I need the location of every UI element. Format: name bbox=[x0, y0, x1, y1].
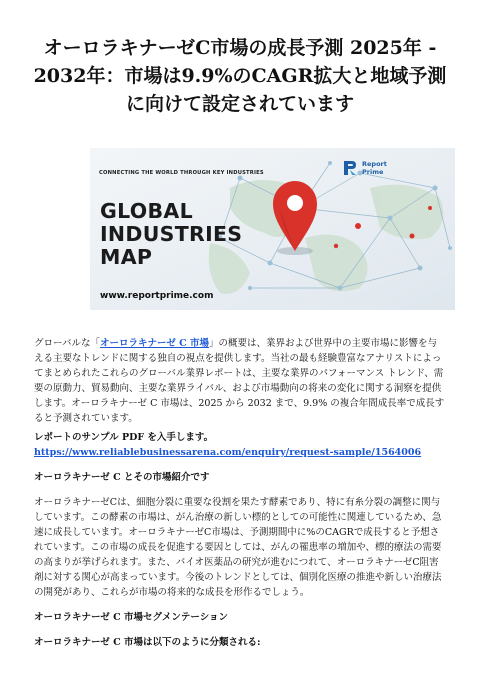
sample-request bbox=[34, 430, 446, 460]
sample-link[interactable]: https://www.reliablebusinessarena.com/enquiry/request-sample/1564006 bbox=[34, 447, 422, 458]
page-title: オーロラキナーゼC市場の成長予測 2025年 - 2032年：市場は9.9%のCAGR拡大と地域予測に向けて設定されています bbox=[33, 37, 447, 115]
banner-heading-line2: INDUSTRIES bbox=[100, 222, 243, 246]
logo-line1: Report bbox=[362, 160, 387, 168]
intro-suffix: 」の概要は、業界および世界中の主要市場に影響を与える主要なトレンドに関する独自の視点を提供します。当社の最も経験豊富なアナリストによってまとめられたこれらのグローバル業界レポートは、主要な業界のパフォーマンス トレンド、需要の原動力、貿易動向、主要な業界ライバル、および市場動向の将来の変化に関する洞察を提供します。オーロラキナーゼ C 市場は、2025 から 2032 まで、9.9% の複合年間成長率で成長すると予測されています。 bbox=[34, 338, 445, 424]
logo-line2: Prime bbox=[362, 168, 384, 176]
report-prime-logo-text bbox=[362, 160, 387, 176]
banner-heading-line3: MAP bbox=[100, 245, 153, 269]
section-heading-segmentation: オーロラキナーゼ C 市場セグメンテーション bbox=[34, 612, 229, 623]
intro-paragraph bbox=[34, 336, 446, 426]
market-link[interactable]: オーロラキナーゼ C 市場 bbox=[100, 338, 210, 349]
section-intro-paragraph: オーロラキナーゼCは、細胞分裂に重要な役割を果たす酵素であり、特に有糸分裂の調整に関与しています。この酵素の市場は、がん治療の新しい標的としての可能性に関連しているため、急速に成長しています。オーロラキナーゼC市場は、予測期間中に%のCAGRで成長すると予想されています。この市場の成長を促進する要因としては、がんの罹患率の増加や、標的療法の需要の高まりが挙げられます。また、バイオ医薬品の研究が進むにつれて、オーロラキナーゼC阻害剤に対する関心が高まっています。今後のトレンドとしては、個別化医療の推進や新しい治療法の開発があり、これらが市場の将来的な成長を形作るでしょう。 bbox=[34, 497, 442, 598]
article-body bbox=[34, 336, 446, 650]
banner-url: www.reportprime.com bbox=[100, 291, 214, 301]
banner-heading bbox=[100, 200, 242, 269]
banner-tagline: CONNECTING THE WORLD THROUGH KEY INDUSTRIES bbox=[99, 170, 264, 176]
report-prime-logo bbox=[342, 154, 400, 182]
segmentation-subheading: オーロラキナーゼ C 市場は以下のように分類される: bbox=[34, 637, 261, 648]
banner-image bbox=[90, 148, 455, 310]
intro-prefix: グローバルな「 bbox=[34, 338, 101, 349]
sample-label: レポートのサンプル PDF を入手します。 bbox=[34, 432, 214, 443]
banner-heading-line1: GLOBAL bbox=[100, 199, 193, 223]
section-heading-intro: オーロラキナーゼ C とその市場紹介です bbox=[34, 472, 210, 483]
report-prime-logo-icon bbox=[342, 159, 358, 177]
